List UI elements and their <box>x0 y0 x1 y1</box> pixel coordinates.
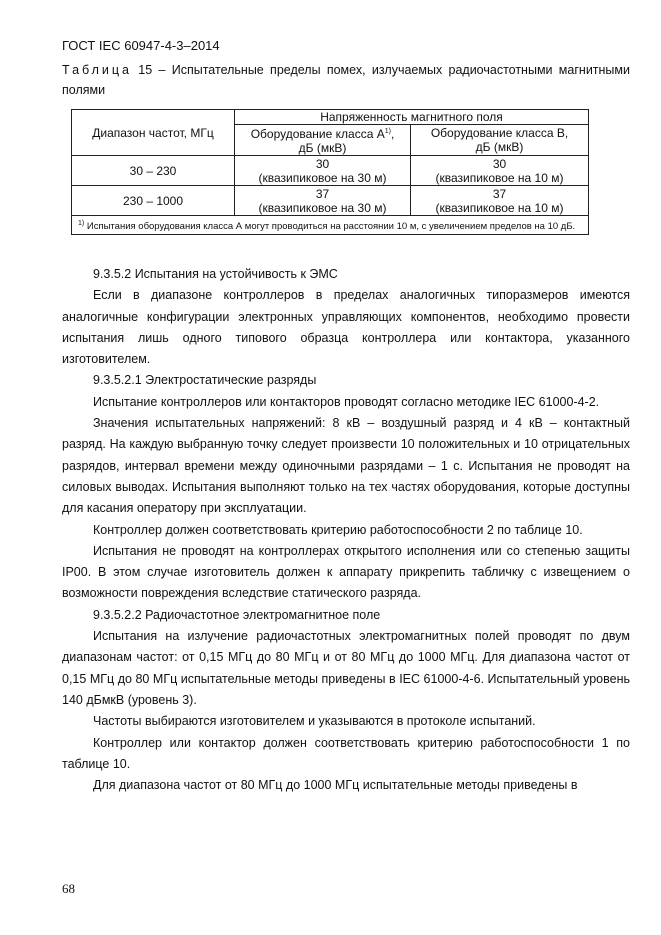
paragraph: Если в диапазоне контроллеров в пределах аналогичных типоразмеров имеются аналогичные конфигурации электронных управляющих компонентов, необходимо провести испытания лишь одного типового образца контроллера или контактора, указанного изготовителем. <box>62 288 630 367</box>
table-caption-word: Таблица <box>62 63 133 77</box>
cell-class-a: 37 (квазипиковое на 30 м) <box>235 186 411 216</box>
table-footnote: $^{1)}$ Испытания оборудования класса А могут проводиться на расстоянии 10 м, с увеличением пределов на 10 дБ. <box>72 216 589 235</box>
paragraph: Контроллер должен соответствовать критерию работоспособности 2 по таблице 10. <box>93 522 583 537</box>
table-row <box>72 156 589 186</box>
table-caption <box>62 60 630 100</box>
column-group-header: Напряженность магнитного поля <box>235 110 589 125</box>
table-row <box>72 186 589 216</box>
document-body <box>62 264 630 796</box>
cell-class-b: 37 (квазипиковое на 10 м) <box>411 186 589 216</box>
footnote-ref: 1) <box>384 128 391 135</box>
paragraph: Контроллер или контактор должен соответствовать критерию работоспособности 1 по таблице 10. <box>62 735 630 771</box>
page-number: 68 <box>62 881 75 896</box>
paragraph: Испытания на излучение радиочастотных электромагнитных полей проводят по двум диапазонам частот: от 0,15 МГц до 80 МГц и от 80 МГц до 1000 МГц. Для диапазона частот от 0,15 МГц до 80 МГц испытательные методы приведены в IEC 61000-4-6. Испытательный уровень 140 дБмкВ (уровень 3). <box>62 629 630 707</box>
column-header-class-a: Оборудование класса $А^{1)}$, дБ (мкВ) <box>235 125 411 156</box>
table-footnote-row <box>72 216 589 235</box>
paragraph: Испытания не проводят на контроллерах открытого исполнения или со степенью защиты IP00. В этом случае изготовитель должен к аппарату прикрепить табличку с извещением о возможности повреждения вследствие статического разряда. <box>62 543 630 601</box>
column-header-class-b: Оборудование класса В, дБ (мкВ) <box>411 125 589 156</box>
cell-class-b: 30 (квазипиковое на 10 м) <box>411 156 589 186</box>
paragraph: Частоты выбираются изготовителем и указываются в протоколе испытаний. <box>93 714 536 729</box>
table-caption-text: 15 – Испытательные пределы помех, излучаемых радиочастотными магнитными полями <box>62 63 630 97</box>
section-heading: 9.3.5.2.1 Электростатические разряды <box>93 373 317 388</box>
paragraph: Значения испытательных напряжений: 8 кВ – воздушный разряд и 4 кВ – контактный разряд. На каждую выбранную точку следует произвести 10 положительных и 10 отрицательных разрядов, интервал времени между одиночными разрядами – 1 с. Испытания не проводят на силовых выводах. Испытания выполняют только на тех частях оборудования, которые доступны для касания оператору при эксплуатации. <box>62 416 630 516</box>
section-heading: 9.3.5.2 Испытания на устойчивость к ЭМС <box>93 267 338 281</box>
footnote-mark: 1) <box>78 220 85 227</box>
cell-frequency: 230 – 1000 <box>72 186 235 216</box>
cell-frequency: 30 – 230 <box>72 156 235 186</box>
paragraph: Испытание контроллеров или контакторов проводят согласно методике IEC 61000-4-2. <box>93 394 600 409</box>
cell-class-a: 30 (квазипиковое на 30 м) <box>235 156 411 186</box>
emission-limits-table <box>71 109 589 235</box>
paragraph: Для диапазона частот от 80 МГц до 1000 МГц испытательные методы приведены в <box>93 778 578 793</box>
document-header: ГОСТ IEC 60947-4-3–2014 <box>62 38 220 53</box>
section-heading: 9.3.5.2.2 Радиочастотное электромагнитное поле <box>93 607 381 622</box>
column-header-frequency: Диапазон частот, МГц <box>72 110 235 156</box>
